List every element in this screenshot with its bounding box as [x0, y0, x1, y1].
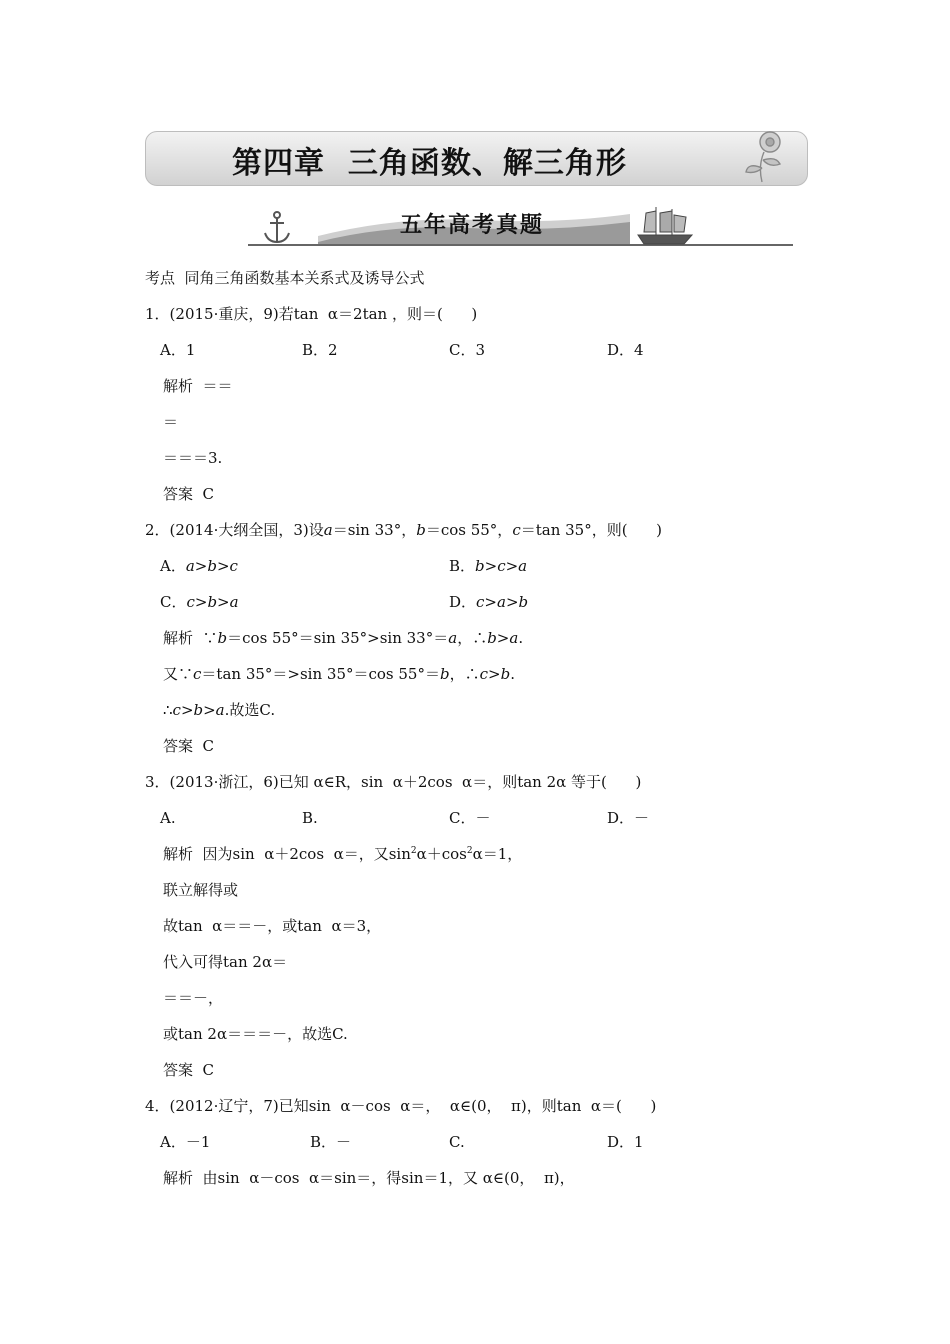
question-3-solution-2: 联立解得或 [163, 881, 239, 899]
question-3-option-b: B. [302, 809, 318, 827]
question-4-solution-1: 解析 由sin α－cos α＝sin＝，得sin＝1，又 α∈(0， π)， [163, 1169, 575, 1187]
question-1-option-c: C．3 [449, 341, 486, 359]
anchor-icon [262, 211, 292, 245]
question-2-option-a: A．a>b>c [160, 557, 238, 575]
question-2-option-c: C．c>b>a [160, 593, 239, 611]
topic-heading: 考点 同角三角函数基本关系式及诱导公式 [145, 269, 425, 287]
question-4-option-b: B．－ [310, 1133, 352, 1151]
question-1-stem: 1．(2015·重庆，9)若tan α＝2tan ，则＝( ) [145, 305, 478, 323]
question-4-option-c: C. [449, 1133, 465, 1151]
question-1-answer: 答案 C [163, 485, 215, 503]
question-1-option-a: A．1 [160, 341, 196, 359]
chapter-title: 第四章 三角函数、解三角形 [232, 146, 627, 181]
question-2-solution-3: ∴c>b>a.故选C. [163, 701, 276, 719]
question-3-solution-1: 解析 因为sin α＋2cos α＝，又$\sin^2\alpha+\cos^2\alpha=1$， [163, 845, 523, 863]
question-3-answer: 答案 C [163, 1061, 215, 1079]
question-3-solution-6: 或tan 2α＝＝＝－，故选C. [163, 1025, 348, 1043]
question-1-solution-2: ＝ [163, 413, 179, 431]
question-4-option-a: A．－1 [160, 1133, 211, 1151]
question-2-option-d: D．c>a>b [449, 593, 529, 611]
question-1-option-b: B．2 [302, 341, 338, 359]
question-3-stem: 3．(2013·浙江，6)已知 α∈R，sin α＋2cos α＝，则tan 2α 等于( ) [145, 773, 642, 791]
question-2-solution-1: 解析 ∵b＝cos 55°＝sin 35°>sin 33°＝a，∴b>a. [163, 629, 524, 647]
question-4-option-d: D．1 [607, 1133, 644, 1151]
flower-icon [738, 128, 790, 186]
section-rule [248, 244, 793, 246]
question-3-option-c: C．－ [449, 809, 491, 827]
section-title: 五年高考真题 [399, 213, 544, 238]
question-3-option-d: D．－ [607, 809, 650, 827]
question-3-option-a: A. [160, 809, 176, 827]
question-1-solution-3: ＝＝＝3. [163, 449, 223, 467]
question-3-solution-3: 故tan α＝＝－，或tan α＝3， [163, 917, 382, 935]
question-2-answer: 答案 C [163, 737, 215, 755]
ship-icon [634, 205, 696, 247]
question-3-solution-5: ＝＝－， [163, 989, 224, 1007]
question-3-solution-4: 代入可得tan 2α＝ [163, 953, 288, 971]
question-1-solution-1: 解析 ＝＝ [163, 377, 233, 395]
question-2-option-b: B．b>c>a [449, 557, 528, 575]
question-2-solution-2: 又∵c＝tan 35°＝>sin 35°＝cos 55°＝b，∴c>b. [163, 665, 515, 683]
question-4-stem: 4．(2012·辽宁，7)已知sin α－cos α＝， α∈(0， π)，则tan α＝( ) [145, 1097, 657, 1115]
question-1-option-d: D．4 [607, 341, 644, 359]
question-2-stem: 2．(2014·大纲全国，3)设a＝sin 33°，b＝cos 55°，c＝tan 35°，则( ) [145, 521, 663, 539]
